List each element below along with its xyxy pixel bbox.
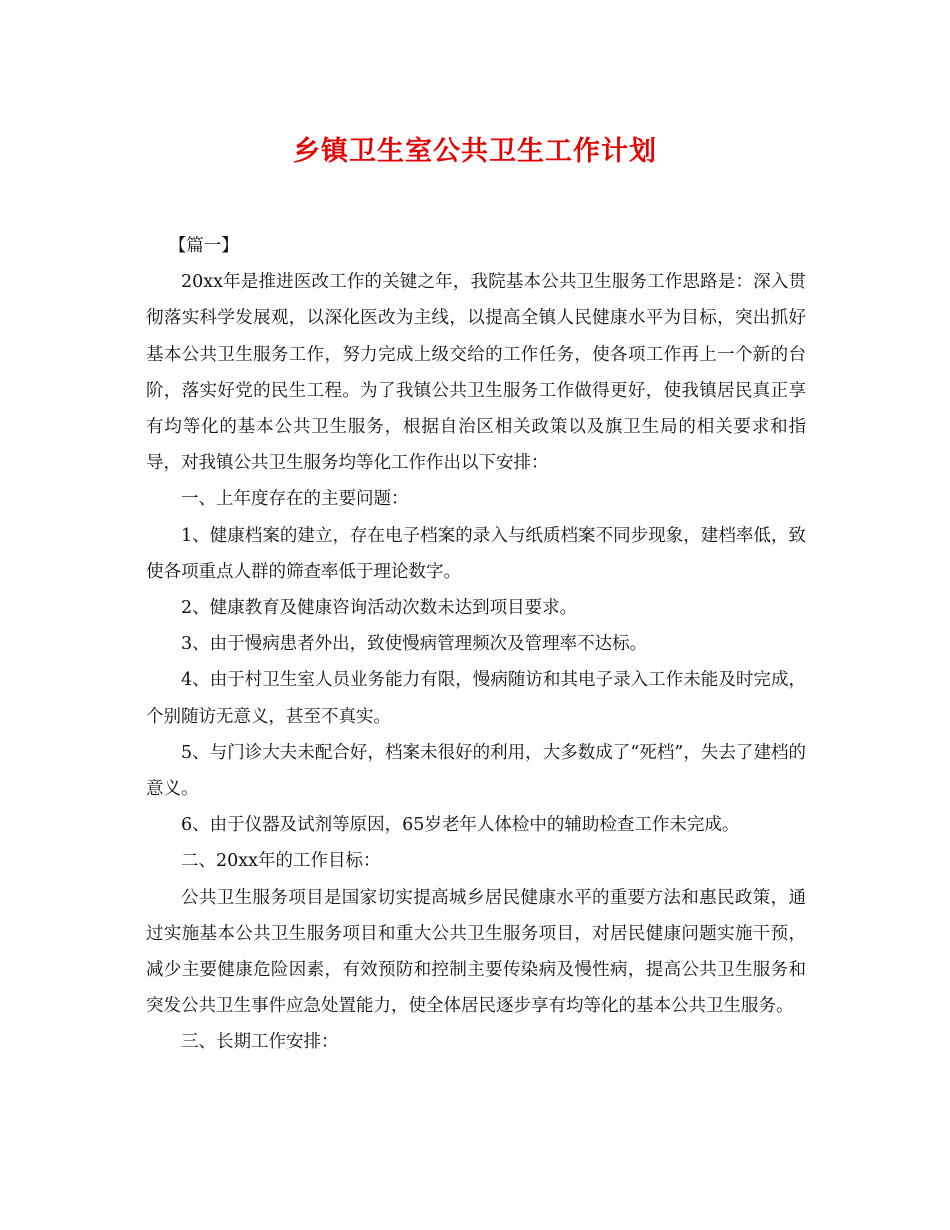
problem-item-1: 1、健康档案的建立，存在电子档案的录入与纸质档案不同步现象，建档率低，致使各项重点人群的筛查率低于理论数字。 [146,525,806,582]
problem-item-4: 4、由于村卫生室人员业务能力有限，慢病随访和其电子录入工作未能及时完成，个别随访无意义，甚至不真实。 [146,670,806,727]
problem-item-5: 5、与门诊大夫未配合好，档案未很好的利用，大多数成了“死档”，失去了建档的意义。 [146,742,806,800]
section-heading-goals: 二、20xx年的工作目标： [181,851,381,872]
problem-item-6: 6、由于仪器及试剂等原因，65岁老年人体检中的辅助检查工作未完成。 [181,815,740,836]
section-heading-part-one: 【篇一】 [168,236,239,256]
section-heading-long-term: 三、长期工作安排： [181,1032,339,1053]
problem-item-3: 3、由于慢病患者外出，致使慢病管理频次及管理率不达标。 [181,634,648,655]
intro-paragraph: 20xx年是推进医改工作的关键之年，我院基本公共卫生服务工作思路是：深入贯彻落实科学发展观，以深化医改为主线，以提高全镇人民健康水平为目标，突出抓好基本公共卫生服务工作，努力完成上级交给的工作任务，使各项工作再上一个新的台阶，落实好党的民生工程。为了我镇公共卫生服务工作做得更好，使我镇居民真正享有均等化的基本公共卫生服务，根据自治区相关政策以及旗卫生局的相关要求和指导，对我镇公共卫生服务均等化工作作出以下安排： [146,272,806,474]
document-title: 乡镇卫生室公共卫生工作计划 [293,136,657,167]
problem-item-2: 2、健康教育及健康咨询活动次数未达到项目要求。 [181,598,578,619]
document-body [146,228,806,1061]
section-heading-problems: 一、上年度存在的主要问题： [181,489,409,510]
goals-paragraph: 公共卫生服务项目是国家切实提高城乡居民健康水平的重要方法和惠民政策，通过实施基本公共卫生服务项目和重大公共卫生服务项目，对居民健康问题实施干预，减少主要健康危险因素，有效预防和控制主要传染病及慢性病，提高公共卫生服务和突发公共卫生事件应急处置能力，使全体居民逐步享有均等化的基本公共卫生服务。 [146,887,806,1017]
